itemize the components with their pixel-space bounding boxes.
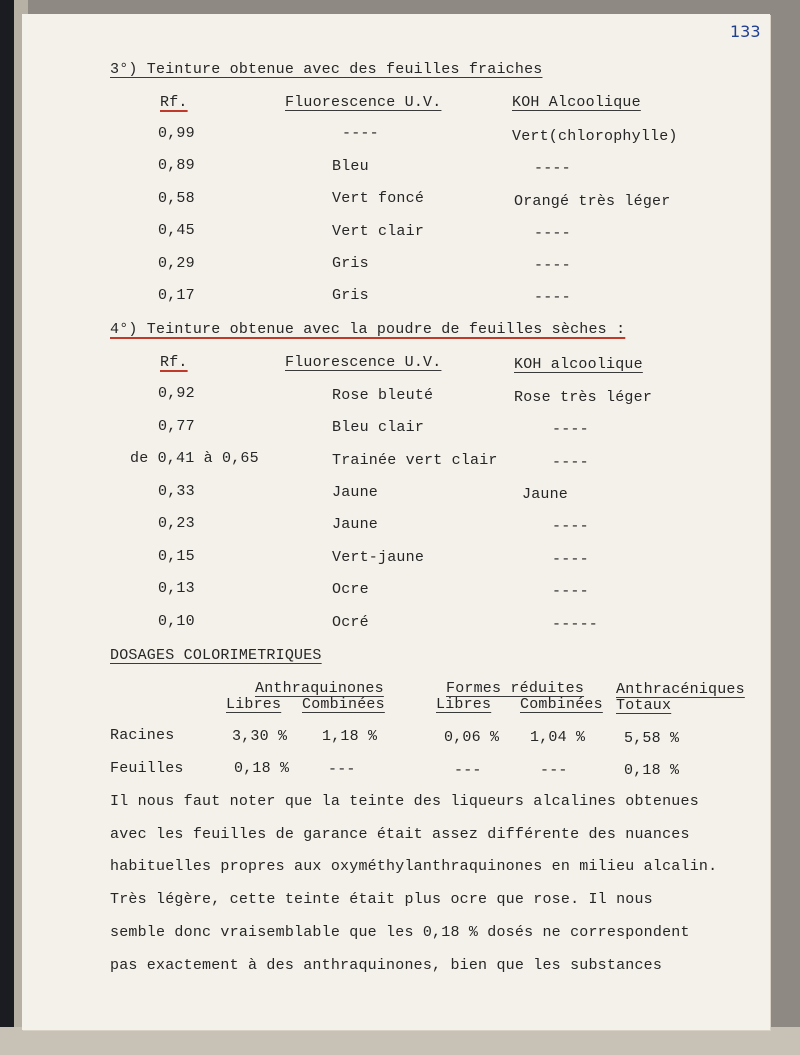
sub-header-totaux: Totaux xyxy=(616,697,672,714)
table-cell-fluo: ---- xyxy=(342,125,379,142)
table-cell-fluo: Vert-jaune xyxy=(332,549,425,566)
table-cell-value: --- xyxy=(454,762,482,779)
table-cell-fluo: Gris xyxy=(332,287,369,304)
sub-header-combinees2: Combinées xyxy=(520,696,603,713)
table-cell-value: 0,18 % xyxy=(234,760,290,777)
paragraph-line: semble donc vraisemblable que les 0,18 % dosés ne correspondent xyxy=(110,924,690,941)
table-cell-value: 1,04 % xyxy=(530,729,586,746)
section4-header-fluo: Fluorescence U.V. xyxy=(285,354,442,371)
row-label-racines: Racines xyxy=(110,727,175,744)
table-cell-value: 5,58 % xyxy=(624,730,680,747)
table-cell-value: --- xyxy=(540,762,568,779)
paragraph-line: habituelles propres aux oxyméthylanthraquinones en milieu alcalin. xyxy=(110,858,718,875)
table-cell-fluo: Bleu clair xyxy=(332,419,425,436)
section3-header-fluo: Fluorescence U.V. xyxy=(285,94,442,111)
table-cell-rf: 0,23 xyxy=(158,515,195,532)
group-header-anthraquinones: Anthraquinones xyxy=(255,680,384,697)
table-cell-koh: ---- xyxy=(552,518,589,535)
table-cell-rf: 0,77 xyxy=(158,418,195,435)
table-cell-value: 0,06 % xyxy=(444,729,500,746)
bottom-background xyxy=(0,1027,800,1055)
table-cell-fluo: Vert clair xyxy=(332,223,425,240)
table-cell-fluo: Trainée vert clair xyxy=(332,452,498,469)
paragraph-line: avec les feuilles de garance était assez différente des nuances xyxy=(110,826,690,843)
table-cell-fluo: Ocre xyxy=(332,581,369,598)
table-cell-koh: ---- xyxy=(552,551,589,568)
group-header-anthraceniques: Anthracéniques xyxy=(616,681,745,698)
table-cell-rf: 0,29 xyxy=(158,255,195,272)
table-cell-rf: 0,99 xyxy=(158,125,195,142)
table-cell-value: 3,30 % xyxy=(232,728,288,745)
table-cell-rf: 0,92 xyxy=(158,385,195,402)
section4-header-koh: KOH alcoolique xyxy=(514,356,643,373)
table-cell-rf: 0,17 xyxy=(158,287,195,304)
section3-header-rf: Rf. xyxy=(160,94,188,111)
table-cell-fluo: Jaune xyxy=(332,484,379,501)
paragraph-line: pas exactement à des anthraquinones, bien que les substances xyxy=(110,957,663,974)
row-label-feuilles: Feuilles xyxy=(110,760,184,777)
table-cell-koh: Jaune xyxy=(522,486,569,503)
sub-header-libres: Libres xyxy=(226,696,282,713)
table-cell-rf: de 0,41 à 0,65 xyxy=(130,450,259,467)
table-cell-fluo: Jaune xyxy=(332,516,379,533)
document-page xyxy=(22,14,770,1030)
sub-header-combinees: Combinées xyxy=(302,696,385,713)
table-cell-value: 1,18 % xyxy=(322,728,378,745)
table-cell-koh: Orangé très léger xyxy=(514,193,671,210)
table-cell-fluo: Ocré xyxy=(332,614,369,631)
table-cell-rf: 0,15 xyxy=(158,548,195,565)
table-cell-koh: Rose très léger xyxy=(514,389,653,406)
table-cell-fluo: Bleu xyxy=(332,158,369,175)
table-cell-fluo: Gris xyxy=(332,255,369,272)
section3-header-koh: KOH Alcoolique xyxy=(512,94,641,111)
table-cell-value: --- xyxy=(328,761,356,778)
table-cell-fluo: Rose bleuté xyxy=(332,387,434,404)
section4-header-rf: Rf. xyxy=(160,354,188,371)
sub-header-libres2: Libres xyxy=(436,696,492,713)
table-cell-rf: 0,13 xyxy=(158,580,195,597)
group-header-formes-reduites: Formes réduites xyxy=(446,680,585,697)
table-cell-koh: ----- xyxy=(552,616,599,633)
table-cell-koh: ---- xyxy=(552,454,589,471)
table-cell-koh: ---- xyxy=(534,160,571,177)
paragraph-line: Il nous faut noter que la teinte des liqueurs alcalines obtenues xyxy=(110,793,699,810)
table-cell-koh: ---- xyxy=(534,289,571,306)
book-spine xyxy=(0,0,14,1035)
table-cell-fluo: Vert foncé xyxy=(332,190,425,207)
table-cell-rf: 0,58 xyxy=(158,190,195,207)
table-cell-koh: ---- xyxy=(534,257,571,274)
table-cell-rf: 0,10 xyxy=(158,613,195,630)
table-cell-koh: ---- xyxy=(534,225,571,242)
section3-title: 3°) Teinture obtenue avec des feuilles fraiches xyxy=(110,61,543,78)
table-cell-value: 0,18 % xyxy=(624,762,680,779)
section4-title: 4°) Teinture obtenue avec la poudre de feuilles sèches : xyxy=(110,321,626,338)
table-cell-koh: ---- xyxy=(552,583,589,600)
dosages-title: DOSAGES COLORIMETRIQUES xyxy=(110,647,322,664)
paragraph-line: Très légère, cette teinte était plus ocre que rose. Il nous xyxy=(110,891,653,908)
table-cell-rf: 0,89 xyxy=(158,157,195,174)
table-cell-koh: ---- xyxy=(552,421,589,438)
page-number: 133 xyxy=(730,22,761,41)
table-cell-rf: 0,33 xyxy=(158,483,195,500)
table-cell-koh: Vert(chlorophylle) xyxy=(512,128,678,145)
table-cell-rf: 0,45 xyxy=(158,222,195,239)
